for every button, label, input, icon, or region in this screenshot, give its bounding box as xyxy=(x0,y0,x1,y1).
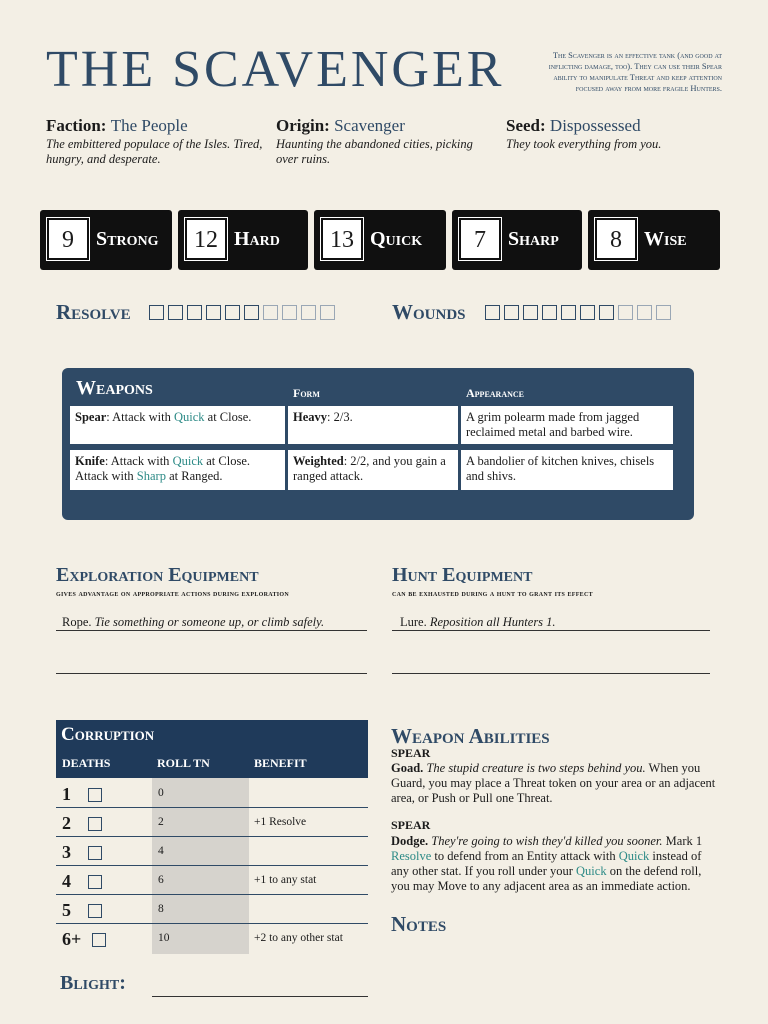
stat-wise-value[interactable]: 8 xyxy=(595,218,637,260)
wounds-box[interactable] xyxy=(485,305,500,320)
benefit-header: BENEFIT xyxy=(254,756,307,770)
corruption-row: 6+ 10 +2 to any other stat xyxy=(62,929,343,949)
stat-quick xyxy=(314,210,446,270)
exploration-line-1 xyxy=(56,630,367,631)
hunt-item[interactable]: Lure. Reposition all Hunters 1. xyxy=(400,615,556,629)
blight-line[interactable] xyxy=(152,996,368,997)
hunt-subtitle: can be exhausted during a hunt to grant its effect xyxy=(392,589,593,598)
faction-desc: The embittered populace of the Isles. Tired, hungry, and desperate. xyxy=(46,137,263,166)
stat-wise xyxy=(588,210,720,270)
resolve-box[interactable] xyxy=(244,305,259,320)
corruption-row: 1 0 xyxy=(56,779,368,808)
ability-weapon-label: SPEAR xyxy=(391,746,431,760)
weapon-spear-form: Heavy: 2/3. xyxy=(288,406,458,444)
resolve-box[interactable] xyxy=(187,305,202,320)
resolve-box[interactable] xyxy=(149,305,164,320)
notes-title: Notes xyxy=(391,912,447,936)
ability-weapon-label: SPEAR xyxy=(391,818,431,832)
wounds-box[interactable] xyxy=(637,305,652,320)
seed-value: Dispossessed xyxy=(549,116,641,135)
resolve-box[interactable] xyxy=(301,305,316,320)
stat-hard-value[interactable]: 12 xyxy=(185,218,227,260)
exploration-subtitle: gives advantage on appropriate actions during exploration xyxy=(56,589,290,598)
deaths-header: DEATHS xyxy=(62,756,111,770)
weapon-spear-attack: Spear: Attack with Quick at Close. xyxy=(70,406,285,444)
stat-strong-value[interactable]: 9 xyxy=(47,218,89,260)
corruption-row: 4 6 +1 to any stat xyxy=(56,866,368,895)
stat-sharp xyxy=(452,210,582,270)
roll-tn-header: ROLL TN xyxy=(157,756,210,770)
hunt-title: Hunt Equipment xyxy=(392,564,533,586)
stat-quick-value[interactable]: 13 xyxy=(321,218,363,260)
resolve-box[interactable] xyxy=(168,305,183,320)
resolve-label: Resolve xyxy=(56,300,131,324)
stat-hard-name: Hard xyxy=(234,228,280,250)
faction-label: Faction xyxy=(46,116,101,135)
resolve-box[interactable] xyxy=(225,305,240,320)
faction-value: The People xyxy=(110,116,188,135)
hunt-line-2 xyxy=(392,673,710,674)
page-title: THE SCAVENGER xyxy=(46,41,505,98)
resolve-box[interactable] xyxy=(263,305,278,320)
wounds-box[interactable] xyxy=(561,305,576,320)
wounds-track xyxy=(485,305,671,320)
corruption-row: 3 4 xyxy=(56,837,368,866)
ability-dodge: Dodge. They're going to wish they'd killed you sooner. Mark 1 Resolve to defend from an Entity attack with Quick instead of any other stat. If you roll under your Quick on the defend roll, you may Move to any adjacent area as an immediate action. xyxy=(391,834,703,893)
death-checkbox[interactable] xyxy=(88,846,102,860)
wounds-box[interactable] xyxy=(542,305,557,320)
wounds-box[interactable] xyxy=(523,305,538,320)
weapons-title: Weapons xyxy=(76,377,153,399)
stat-wise-name: Wise xyxy=(644,228,687,250)
exploration-item[interactable]: Rope. Tie something or someone up, or climb safely. xyxy=(62,615,325,629)
corruption-row: 2 2 +1 Resolve xyxy=(56,808,368,837)
stat-strong xyxy=(40,210,172,270)
blight-label: Blight: xyxy=(60,972,126,994)
stat-hard xyxy=(178,210,308,270)
wounds-box[interactable] xyxy=(656,305,671,320)
weapon-knife-attack: Knife: Attack with Quick at Close. Attack with Sharp at Ranged. xyxy=(70,450,285,490)
faction-block: Faction: The People The embittered populace of the Isles. Tired, hungry, and desperate. xyxy=(46,116,266,167)
class-blurb: The Scavenger is an effective tank (and good at inflicting damage, too). They can use their Spear ability to manipulate Threat and keep attention focused away from more fragile Hunters. xyxy=(548,50,722,93)
origin-label: Origin xyxy=(276,116,325,135)
weapon-knife-form: Weighted: 2/2, and you gain a ranged attack. xyxy=(288,450,458,490)
hunt-line-1 xyxy=(392,630,710,631)
stat-sharp-name: Sharp xyxy=(508,228,559,250)
exploration-title: Exploration Equipment xyxy=(56,564,259,586)
exploration-line-2 xyxy=(56,673,367,674)
resolve-box[interactable] xyxy=(320,305,335,320)
resolve-box[interactable] xyxy=(282,305,297,320)
wounds-label: Wounds xyxy=(392,300,466,324)
stat-strong-name: Strong xyxy=(96,228,159,250)
death-checkbox[interactable] xyxy=(92,933,106,947)
weapon-abilities-title: Weapon Abilities xyxy=(391,724,550,748)
wounds-box[interactable] xyxy=(618,305,633,320)
stat-quick-name: Quick xyxy=(370,228,423,250)
wounds-box[interactable] xyxy=(580,305,595,320)
wounds-box[interactable] xyxy=(504,305,519,320)
seed-desc: They took everything from you. xyxy=(506,137,662,151)
death-checkbox[interactable] xyxy=(88,875,102,889)
death-checkbox[interactable] xyxy=(88,788,102,802)
death-checkbox[interactable] xyxy=(88,904,102,918)
corruption-row: 5 8 xyxy=(56,895,368,924)
resolve-box[interactable] xyxy=(206,305,221,320)
weapons-form-header: Form xyxy=(293,386,320,400)
seed-block: Seed: Dispossessed They took everything from you. xyxy=(506,116,726,152)
ability-goad: Goad. The stupid creature is two steps behind you. When you Guard, you may place a Threat token on your area or an adjacent area, or Push or Pull one Threat. xyxy=(391,761,716,805)
weapons-panel xyxy=(62,368,694,520)
stat-sharp-value[interactable]: 7 xyxy=(459,218,501,260)
origin-desc: Haunting the abandoned cities, picking over ruins. xyxy=(276,137,473,166)
origin-block: Origin: Scavenger Haunting the abandoned cities, picking over ruins. xyxy=(276,116,476,167)
weapon-knife-appearance: A bandolier of kitchen knives, chisels and shivs. xyxy=(461,450,673,490)
weapon-spear-appearance: A grim polearm made from jagged reclaimed metal and barbed wire. xyxy=(461,406,673,444)
corruption-title: Corruption xyxy=(61,724,155,745)
seed-label: Seed xyxy=(506,116,540,135)
resolve-track xyxy=(149,305,335,320)
death-checkbox[interactable] xyxy=(88,817,102,831)
origin-value: Scavenger xyxy=(334,116,405,135)
weapons-appearance-header: Appearance xyxy=(466,386,524,400)
wounds-box[interactable] xyxy=(599,305,614,320)
